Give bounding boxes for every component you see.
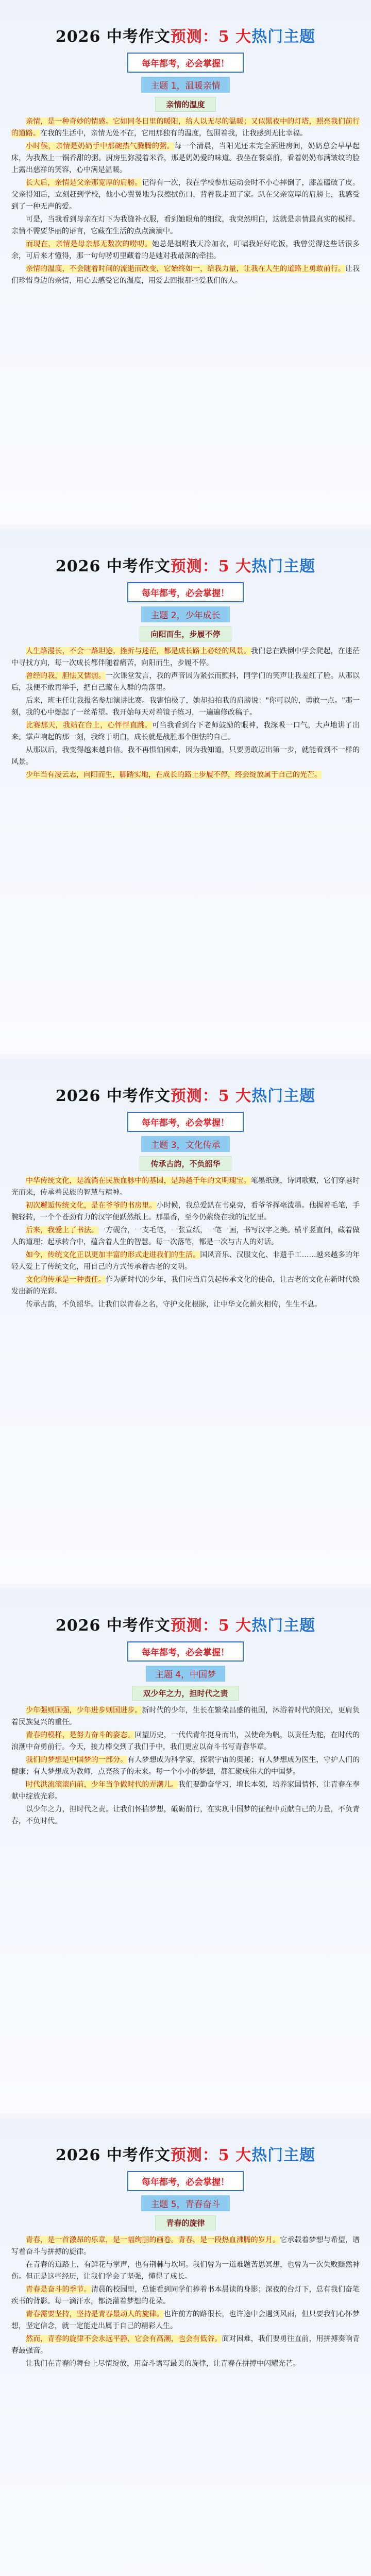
highlighted-sentence: 时代洪流滚滚向前，少年当争做时代的弄潮儿。 bbox=[26, 1781, 178, 1789]
section-header bbox=[0, 1613, 371, 1635]
paragraph bbox=[11, 239, 360, 262]
section-separator bbox=[0, 2113, 371, 2119]
section-header bbox=[0, 553, 371, 576]
essay-body bbox=[0, 116, 371, 287]
paragraph bbox=[11, 1200, 360, 1224]
paragraph-text: 在我的生活中，亲情无处不在，它用那独有的温度，包围着我，让我感到无比幸福。 bbox=[40, 129, 307, 138]
paragraph-text: 回望历史，一代代青年挺身而出，以使命为帆，以责任为舵，在时代的浪潮中奋勇前行。今天，接力棒交到了我们手中，我们更应以奋斗书写青春华章。 bbox=[11, 1731, 360, 1751]
paragraph-text: 每一个清晨，当阳光还未完全洒进房间，奶奶总会早早起床，为我熬上一锅香甜的粥。厨房里弥漫着米香，那是奶奶爱的味道。我坐在餐桌前，看着奶奶布满皱纹的脸上露出慈祥的笑容，心中满是温暖。 bbox=[11, 142, 360, 174]
slogan-banner: 每年都考，必会掌握！ bbox=[127, 2171, 244, 2191]
paragraph-text: 面对困难，我们要勇往直前，用拼搏奏响青春最强音。 bbox=[11, 2335, 360, 2355]
paragraph-text: 可是，当我看到母亲在灯下为我缝补衣服，看到她眼角的细纹，我突然明白，这就是亲情最真实的模样。亲情不需要华丽的语言，它藏在生活的点点滴滴中。 bbox=[11, 215, 360, 235]
paragraph-text: 我们要勤奋学习，增长本领，培养家国情怀，让青春在奉献中绽放光彩。 bbox=[11, 1781, 360, 1801]
paragraph bbox=[11, 2309, 360, 2332]
paragraph bbox=[11, 670, 360, 694]
paragraph bbox=[11, 1175, 360, 1199]
paragraph-text: 有人梦想成为科学家，探索宇宙的奥秘；有人梦想成为医生，守护人们的健康；有人梦想成为教师，点亮孩子的未来。每一个小小的梦想，都汇聚成伟大的中国梦。 bbox=[11, 1756, 360, 1776]
paragraph bbox=[11, 769, 360, 781]
section-separator bbox=[0, 1584, 371, 1589]
paragraph-text: 清晨的校园里，总能看到同学们捧着书本晨读的身影；深夜的台灯下，总有我们奋笔疾书的背影。每一滴汗水，都浇灌着梦想的花朵。 bbox=[11, 2285, 360, 2306]
essay-title-wrap bbox=[0, 97, 371, 112]
section-separator bbox=[0, 1054, 371, 1059]
header-highlight: 预测：5 大 bbox=[170, 1087, 252, 1105]
highlighted-sentence: 少年当有凌云志，向阳而生，脚踏实地，在成长的路上步履不停，终会绽放属于自己的光芒。 bbox=[26, 771, 322, 779]
theme-wrap bbox=[0, 2195, 371, 2211]
slogan-wrap bbox=[0, 1112, 371, 1132]
section-header bbox=[0, 1083, 371, 1106]
paragraph bbox=[11, 263, 360, 287]
paragraph bbox=[11, 1779, 360, 1803]
highlighted-sentence: 文化的传承是一种责任。 bbox=[26, 1276, 106, 1284]
slogan-wrap bbox=[0, 53, 371, 73]
essay-title: 向阳而生，步履不停 bbox=[140, 626, 231, 641]
highlighted-sentence: 长大后，亲情是父亲那宽厚的肩膀。 bbox=[26, 179, 142, 187]
paragraph bbox=[11, 214, 360, 238]
paragraph-text: 让我们在青春的舞台上尽情绽放，用奋斗谱写最美的旋律，让青春在拼搏中闪耀光芒。 bbox=[26, 2360, 300, 2368]
essay-body bbox=[0, 2234, 371, 2370]
paragraph bbox=[11, 1705, 360, 1728]
slogan-banner: 每年都考，必会掌握！ bbox=[127, 1112, 244, 1132]
paragraph bbox=[11, 1299, 360, 1311]
paragraph-text: 一次课堂发言，我的声音因为紧张而颤抖，同学们的笑声让我羞红了脸。从那以后，我便不敢再举手，把自己藏在人群的角落里。 bbox=[11, 672, 360, 692]
header-prefix: 2026 中考作文 bbox=[55, 1087, 171, 1105]
highlighted-sentence: 如今，传统文化正以更加丰富的形式走进我们的生活。 bbox=[26, 1251, 200, 1259]
header-theme: 热门主题 bbox=[251, 2146, 316, 2164]
highlighted-sentence: 比赛那天，我站在台上，心怦怦直跳。 bbox=[26, 721, 152, 730]
paragraph bbox=[11, 2234, 360, 2258]
highlighted-sentence: 初次邂逅传统文化，是在爷爷的书房里。 bbox=[26, 1201, 157, 1210]
paragraph-text: 传承古韵，不负韶华。让我们以青春之名，守护文化根脉，让中华文化薪火相传，生生不息。 bbox=[26, 1300, 322, 1309]
topic-section bbox=[0, 0, 371, 524]
theme-label: 主题 5，青春奋斗 bbox=[141, 2195, 229, 2211]
highlighted-sentence: 小时候，亲情是奶奶手中那碗热气腾腾的粥。 bbox=[26, 142, 175, 150]
paragraph bbox=[11, 2333, 360, 2357]
essay-title: 双少年之力，担时代之责 bbox=[132, 1686, 239, 1701]
header-theme: 热门主题 bbox=[251, 557, 316, 575]
theme-wrap bbox=[0, 606, 371, 622]
paragraph bbox=[11, 2284, 360, 2308]
essay-body bbox=[0, 1175, 371, 1311]
header-prefix: 2026 中考作文 bbox=[55, 557, 171, 575]
paragraph-text: 她总是嘱咐我天冷加衣，叮嘱我好好吃饭，我曾觉得这些话很多余，可后来才懂得，那一句句唠叨里藏着的是她对我最深的牵挂。 bbox=[11, 240, 360, 260]
paragraph bbox=[11, 1225, 360, 1248]
paragraph bbox=[11, 1249, 360, 1273]
paragraph bbox=[11, 646, 360, 669]
paragraph bbox=[11, 1804, 360, 1827]
paragraph bbox=[11, 177, 360, 213]
highlighted-sentence: 亲情的温度，不会随着时间的流逝而改变，它始终如一，给我力量，让我在人生的道路上勇敢前行。 bbox=[26, 265, 345, 273]
theme-label: 主题 2，少年成长 bbox=[141, 606, 229, 622]
highlighted-sentence: 后来，我爱上了书法。 bbox=[26, 1226, 98, 1234]
essay-title: 青春的旋律 bbox=[155, 2215, 215, 2230]
header-prefix: 2026 中考作文 bbox=[55, 1617, 171, 1635]
highlighted-sentence: 曾经的我，胆怯又懦弱。 bbox=[26, 672, 106, 680]
theme-wrap bbox=[0, 1136, 371, 1152]
paragraph-text: 国风音乐、汉服文化、非遗手工……越来越多的年轻人爱上了传统文化，用自己的方式传承着古老的文明。 bbox=[11, 1251, 360, 1271]
paragraph bbox=[11, 2358, 360, 2370]
header-highlight: 预测：5 大 bbox=[170, 2146, 252, 2164]
section-header bbox=[0, 2142, 371, 2165]
slogan-banner: 每年都考，必会掌握！ bbox=[127, 1641, 244, 1662]
paragraph bbox=[11, 1274, 360, 1298]
slogan-wrap bbox=[0, 1641, 371, 1662]
essay-title-wrap bbox=[0, 2215, 371, 2230]
highlighted-sentence: 青春需要坚持，坚持是青春最动人的旋律。 bbox=[26, 2310, 164, 2318]
paragraph-text: 笔墨纸砚，诗词歌赋，它们穿越时光而来，传承着民族的智慧与精神。 bbox=[11, 1177, 360, 1197]
highlighted-sentence: 我们的梦想是中国梦的一部分。 bbox=[26, 1756, 128, 1764]
essay-title: 亲情的温度 bbox=[155, 97, 215, 112]
topic-section bbox=[0, 530, 371, 1054]
header-highlight: 预测：5 大 bbox=[170, 28, 252, 46]
highlighted-sentence: 然而，青春的旋律不会永远平静，它会有高潮，也会有低谷。 bbox=[26, 2335, 222, 2343]
highlighted-sentence: 少年强则国强，少年进步则国进步。 bbox=[26, 1706, 142, 1715]
theme-wrap bbox=[0, 77, 371, 93]
essay-body bbox=[0, 646, 371, 781]
theme-label: 主题 4，中国梦 bbox=[146, 1666, 225, 1682]
header-theme: 热门主题 bbox=[251, 28, 316, 46]
topic-section bbox=[0, 1059, 371, 1584]
topic-section bbox=[0, 1589, 371, 2113]
header-theme: 热门主题 bbox=[251, 1617, 316, 1635]
highlighted-sentence: 人生路漫长，不会一路坦途，挫折与迷茫，都是成长路上必经的风景。 bbox=[26, 647, 251, 655]
header-prefix: 2026 中考作文 bbox=[55, 2146, 171, 2164]
paragraph-text: 一方砚台，一支毛笔，一张宣纸，一笔一画，书写汉字之美。横平竖直间，藏着做人的道理；起承转合中，蕴含着人生的智慧。每一次落笔，都是一次与古人的对话。 bbox=[11, 1226, 360, 1246]
paragraph-text: 在青春的道路上，有鲜花与掌声，也有荆棘与坎坷。我们曾为一道难题苦思冥想，也曾为一次失败黯然神伤。但正是这些经历，让我们学会了坚强，懂得了成长。 bbox=[11, 2261, 360, 2281]
paragraph-text: 让我们珍惜身边的亲情，用心去感受它的温度，用爱去回报那些爱我们的人。 bbox=[11, 265, 360, 285]
highlighted-sentence: 中华传统文化，是流淌在民族血脉中的基因，是跨越千年的文明瑰宝。 bbox=[26, 1177, 251, 1185]
header-highlight: 预测：5 大 bbox=[170, 1617, 252, 1635]
essay-title-wrap bbox=[0, 1686, 371, 1701]
paragraph bbox=[11, 141, 360, 176]
theme-label: 主题 3，文化传承 bbox=[141, 1136, 229, 1152]
section-header bbox=[0, 24, 371, 46]
paragraph-text: 从那以后，我变得越来越自信。我不再惧怕困难，因为我知道，只要勇敢迈出第一步，就能看到不一样的风景。 bbox=[11, 746, 360, 766]
paragraph-text: 作为新时代的少年，我们应当肩负起传承文化的使命，让古老的文化在新时代焕发出新的光彩。 bbox=[11, 1276, 360, 1296]
slogan-wrap bbox=[0, 582, 371, 602]
theme-wrap bbox=[0, 1666, 371, 1682]
highlighted-sentence: 青春是奋斗的季节。 bbox=[26, 2285, 91, 2294]
paragraph-text: 后来，班主任让我报名参加演讲比赛。我害怕极了，她却拍拍我的肩膀说："你可以的，勇敢一点。"那一刻，我的心中燃起了一丝希望。我开始每天对着镜子练习，一遍遍修改稿子。 bbox=[11, 697, 360, 717]
section-separator bbox=[0, 524, 371, 530]
essay-title: 传承古韵，不负韶华 bbox=[140, 1156, 231, 1171]
essay-title-wrap bbox=[0, 1156, 371, 1171]
paragraph bbox=[11, 1730, 360, 1753]
paragraph bbox=[11, 116, 360, 140]
paragraph bbox=[11, 1754, 360, 1778]
highlighted-sentence: 青春，是一首激昂的乐章，是一幅绚丽的画卷。青春，是一段热血沸腾的岁月。 bbox=[26, 2236, 280, 2244]
paragraph-text: 它承载着梦想与希望，谱写着奋斗与拼搏的旋律。 bbox=[11, 2236, 360, 2256]
essay-body bbox=[0, 1705, 371, 1827]
paragraph bbox=[11, 720, 360, 743]
highlighted-sentence: 青春的模样，是努力奋斗的姿态。 bbox=[26, 1731, 135, 1739]
paragraph-text: 新时代的少年，生长在繁荣昌盛的祖国，沐浴着时代的阳光，更肩负着民族复兴的重任。 bbox=[11, 1706, 360, 1726]
header-theme: 热门主题 bbox=[251, 1087, 316, 1105]
topic-section bbox=[0, 2119, 371, 2576]
paragraph-text: 也许前方的路很长，也许途中会遇到风雨，但只要我们心怀梦想，坚定信念，就一定能走出属于自己的精彩人生。 bbox=[11, 2310, 360, 2330]
paragraph-text: 记得有一次，我在学校参加运动会时不小心摔倒了，膝盖磕破了皮。父亲得知后，立刻赶到学校，他小心翼翼地为我擦拭伤口，背着我走回了家。趴在父亲宽厚的肩膀上，我感受到了一种无声的爱。 bbox=[11, 179, 360, 211]
header-highlight: 预测：5 大 bbox=[170, 557, 252, 575]
paragraph-text: 可当我看到台下老师鼓励的眼神，我深吸一口气，大声地讲了出来。掌声响起的那一刻，我终于明白，成长就是战胜那个胆怯的自己。 bbox=[11, 721, 360, 741]
paragraph-text: 小时候，我总爱趴在书桌旁，看爷爷挥毫泼墨。他握着毛笔，手腕轻转，一个个苍劲有力的汉字便跃然纸上。那墨香，至今仍萦绕在我的记忆里。 bbox=[11, 1201, 360, 1222]
highlighted-sentence: 而现在，亲情是母亲那无数次的唠叨。 bbox=[26, 240, 152, 248]
paragraph bbox=[11, 2259, 360, 2283]
paragraph-text: 我们总在跌倒中学会爬起，在迷茫中寻找方向，每一次成长都伴随着痛苦，向阳而生，步履不停。 bbox=[11, 647, 360, 667]
essay-title-wrap bbox=[0, 626, 371, 641]
slogan-banner: 每年都考，必会掌握！ bbox=[127, 53, 244, 73]
slogan-wrap bbox=[0, 2171, 371, 2191]
theme-label: 主题 1，温暖亲情 bbox=[141, 77, 229, 93]
paragraph bbox=[11, 695, 360, 719]
paragraph-text: 以少年之力，担时代之责。让我们怀揣梦想，砥砺前行，在实现中国梦的征程中贡献自己的力量，不负青春，不负时代。 bbox=[11, 1805, 360, 1825]
paragraph bbox=[11, 744, 360, 768]
highlighted-sentence: 亲情，是一种奇妙的情感。它如同冬日里的暖阳，给人以无尽的温暖；又似黑夜中的灯塔，照亮我们前行的道路。 bbox=[11, 117, 360, 138]
slogan-banner: 每年都考，必会掌握！ bbox=[127, 582, 244, 602]
header-prefix: 2026 中考作文 bbox=[55, 28, 171, 46]
